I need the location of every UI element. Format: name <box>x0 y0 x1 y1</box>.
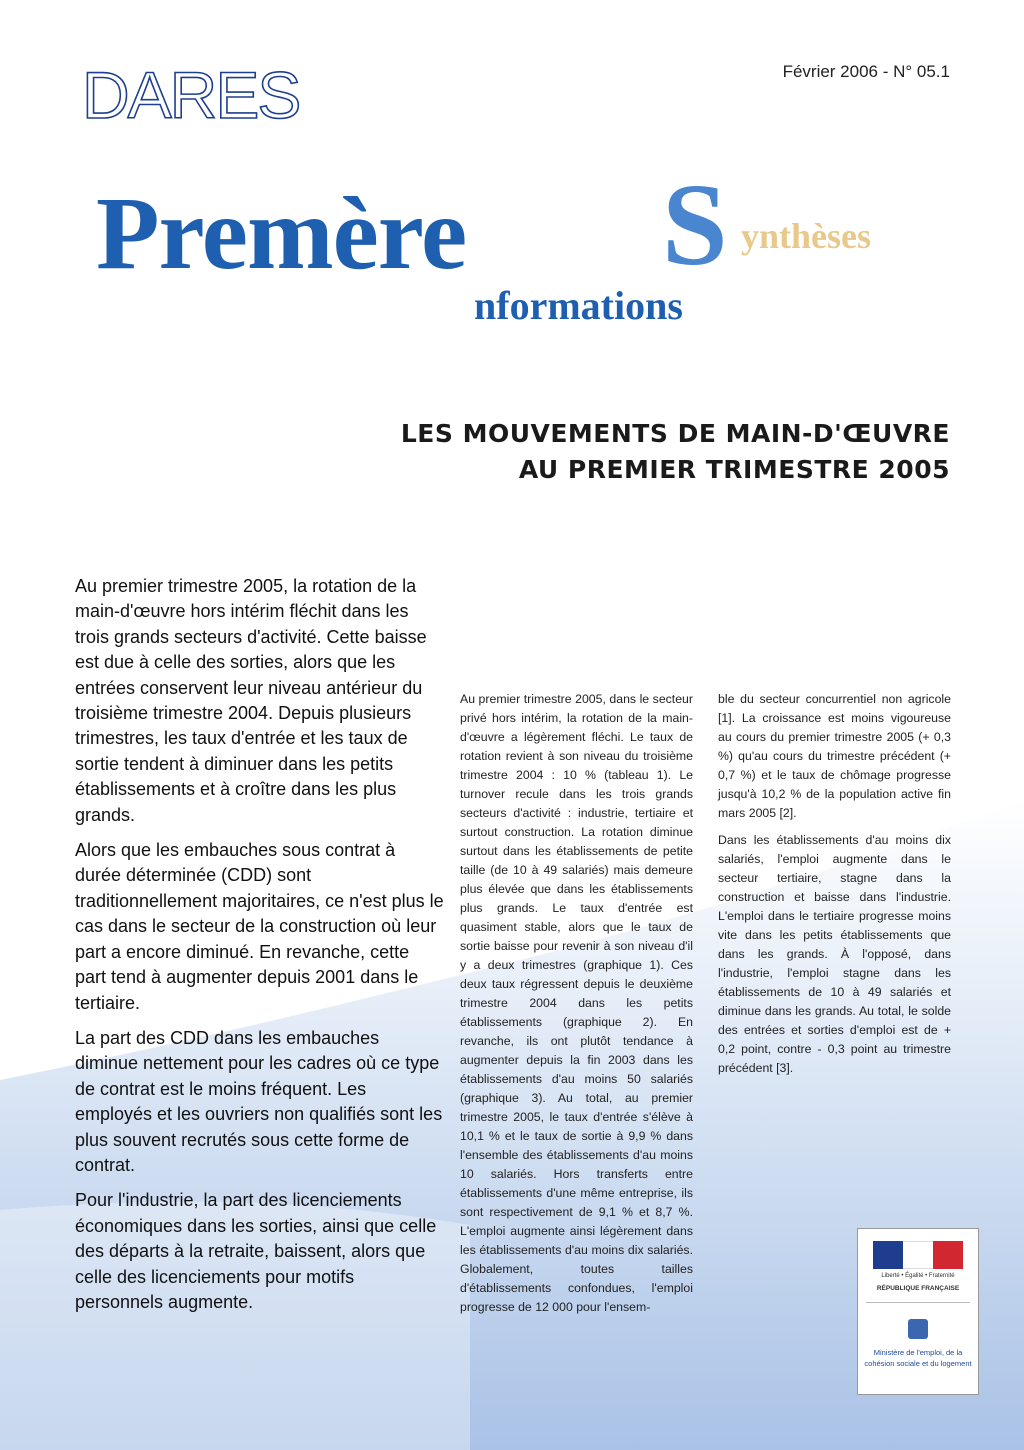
republic-name: RÉPUBLIQUE FRANÇAISE <box>876 1285 960 1292</box>
body-column-2 <box>718 690 951 1086</box>
divider <box>866 1302 970 1303</box>
summary-paragraph: Alors que les embauches sous contrat à durée déterminée (CDD) sont traditionnellement majoritaires, ce n'est plus le cas dans le secteur de la construction où leur part a encore diminué. En revanche, cette part tend à augmenter depuis 2001 dans le tertiaire. <box>75 840 444 1013</box>
body-paragraph: Au premier trimestre 2005, dans le secteur privé hors intérim, la rotation de la main-d'œuvre a légèrement fléchi. Le taux de rotation revient à son niveau du troisième trimestre 2004 : 10 % (tableau 1). Le turnover recule dans les trois grands secteurs d'activité : industrie, tertiaire et surtout construction. La rotation diminue surtout dans les établissements de petite taille (de 10 à 49 salariés) mais demeure plus élevée que dans les établissements plus grands. Le taux d'entrée est quasiment stable, alors que le taux de sortie baisse pour revenir à son niveau d'il y a deux trimestres (graphique 1). Ces deux taux régressent depuis le deuxième trimestre 2004 dans les petits établissements (graphique 2). En revanche, ils ont plutôt tendance à augmenter depuis la fin 2003 dans les établissements d'au moins 50 salariés (graphique 3). Au total, au premier trimestre 2005, le taux d'entrée s'élève à 10,1 % et le taux de sortie à 9,9 % dans l'ensemble des établissements d'au moins 10 salariés. Hors transferts entre établissements d'une même entreprise, ils sont respectivement de 9,1 % et 8,7 %. L'emploi augmente ainsi légèrement dans les établissements d'au moins dix salariés. Globalement, toutes tailles d'établissements confondues, l'emploi progresse de 12 000 pour l'ensem- <box>460 692 693 1314</box>
logo-informations-word: nformations <box>474 283 683 328</box>
logo-letter-s: S <box>662 159 728 290</box>
summary-text <box>75 574 445 1325</box>
issue-number: Février 2006 - N° 05.1 <box>782 62 950 81</box>
republic-motto: Liberté • Égalité • Fraternité <box>881 1273 955 1279</box>
title-line-1: LES MOUVEMENTS DE MAIN-D'ŒUVRE <box>400 419 950 448</box>
body-paragraph: ble du secteur concurrentiel non agricole [1]. La croissance est moins vigoureuse au cours du premier trimestre 2005 (+ 0,3 %) qu'au cours du trimestre précédent (+ 0,7 %) et le taux de chômage progresse jusqu'à 10,2 % de la population active fin mars 2005 [2]. <box>718 692 951 820</box>
ministry-icon <box>908 1319 928 1339</box>
summary-paragraph: La part des CDD dans les embauches diminue nettement pour les cadres où ce type de contrat est le moins fréquent. Les employés et les ouvriers non qualifiés sont les plus souvent recrutés sous cette forme de contrat. <box>75 1027 443 1175</box>
publisher-logo: DARES <box>82 58 300 132</box>
logo-syntheses-word: ynthèses <box>741 216 872 256</box>
body-column-1 <box>460 690 693 1325</box>
ministry-emblem <box>857 1228 979 1395</box>
publication-logo <box>96 159 956 328</box>
summary-paragraph: Au premier trimestre 2005, la rotation de la main-d'œuvre hors intérim fléchit dans les trois grands secteurs d'activité. Cette baisse est due à celle des sorties, alors que les entrées conservent leur niveau antérieur du troisième trimestre 2004. Depuis plusieurs trimestres, les taux d'entrée et les taux de sortie tendent à diminuer dans les petits établissements et à croître dans les plus grands. <box>75 576 427 825</box>
title-line-2: AU PREMIER TRIMESTRE 2005 <box>518 455 950 484</box>
logo-premieres-word: Premère <box>96 176 467 291</box>
ministry-name: Ministère de l'emploi, de la cohésion sociale et du logement <box>864 1348 972 1368</box>
body-paragraph: Dans les établissements d'au moins dix salariés, l'emploi augmente dans le secteur tertiaire, stagne dans la construction et baisse dans l'industrie. L'emploi dans le tertiaire progresse moins vite dans les petits établissements que dans les grands. À l'opposé, dans l'industrie, l'emploi stagne dans les établissements de 10 à 49 salariés et diminue dans les grands. Au total, le solde des entrées et sorties d'emploi est de + 0,2 point, contre - 0,3 point au trimestre précédent [3]. <box>718 833 951 1075</box>
page-title <box>401 416 950 488</box>
french-flag-icon <box>873 1241 963 1269</box>
summary-paragraph: Pour l'industrie, la part des licenciements économiques dans les sorties, ainsi que celle des départs à la retraite, baissent, alors que celle des licenciements pour motifs personnels augmente. <box>75 1190 437 1312</box>
